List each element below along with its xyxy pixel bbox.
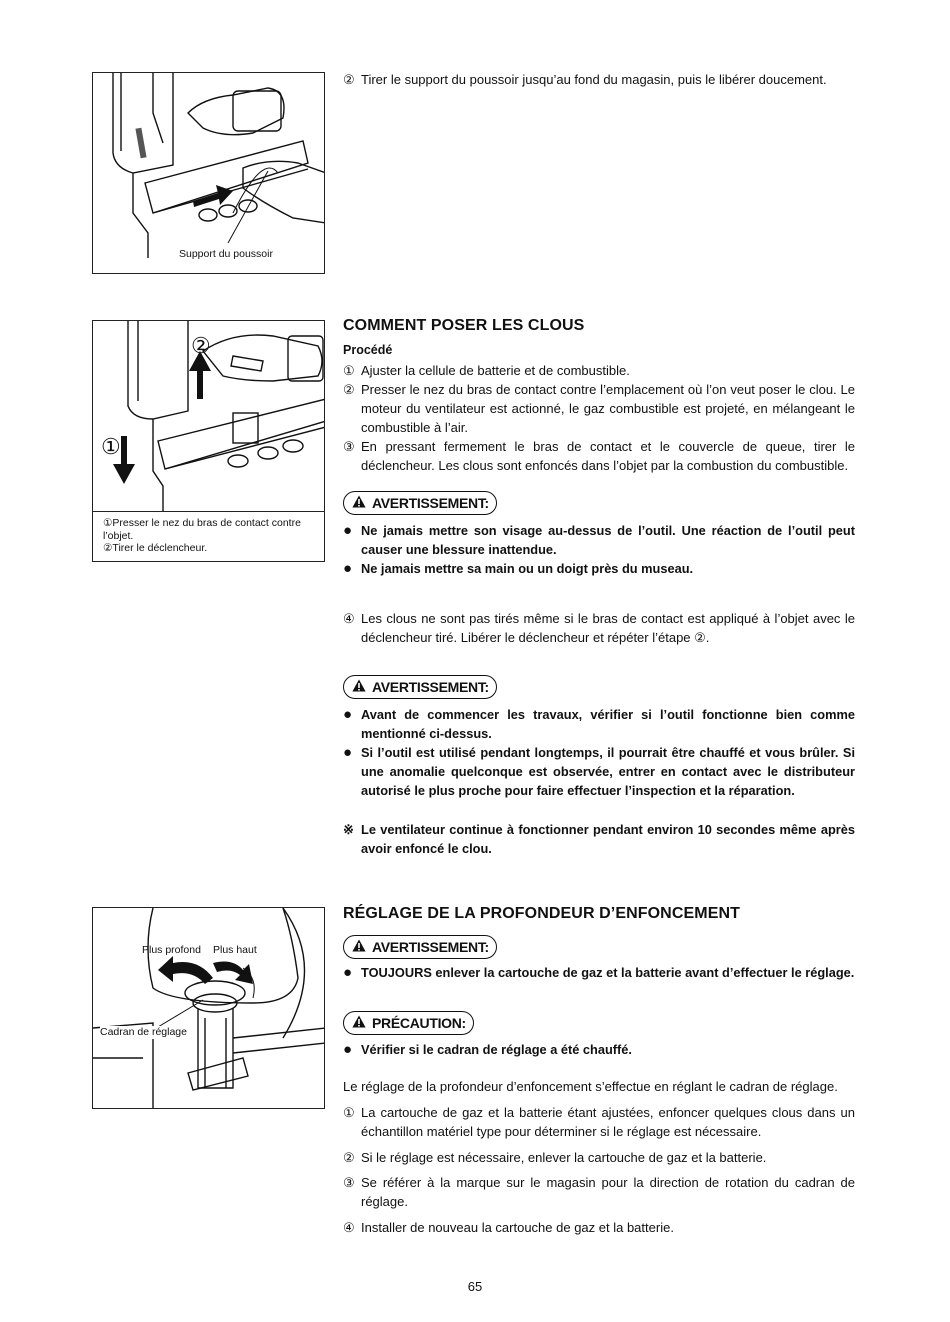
warning-badge bbox=[343, 491, 497, 515]
procedure-step-1: ① Ajuster la cellule de batterie et de combustible. bbox=[343, 363, 630, 378]
section-heading-depth: RÉGLAGE DE LA PROFONDEUR D’ENFONCEMENT bbox=[343, 905, 740, 922]
step-text: Tirer le support du poussoir jusqu’au fond du magasin, puis le libérer doucement. bbox=[361, 72, 827, 87]
figure-caption-line-2: ②Tirer le déclencheur. bbox=[103, 542, 208, 554]
warning-note: ※ Le ventilateur continue à fonctionner pendant environ 10 secondes même après avoir enfoncé le clou. bbox=[343, 822, 855, 856]
warning-triangle-icon bbox=[352, 679, 366, 695]
warning-item: ● TOUJOURS enlever la cartouche de gaz et la batterie avant d’effectuer le réglage. bbox=[343, 964, 855, 981]
depth-step-4: ④ Installer de nouveau la cartouche de gaz et la batterie. bbox=[343, 1220, 674, 1235]
depth-step-2: ② Si le réglage est nécessaire, enlever la cartouche de gaz et la batterie. bbox=[343, 1150, 767, 1165]
procedure-step-2: ② Presser le nez du bras de contact contre l’emplacement où l’on veut poser le clou. Le moteur du ventilateur est actionné, le gaz combustible est projeté, en mélangeant le combustible à l’air. bbox=[343, 382, 855, 435]
pusher-support-callout: Support du poussoir bbox=[179, 248, 273, 260]
warning-item: ● Ne jamais mettre son visage au-dessus de l’outil. Une réaction de l’outil peut causer une blessure inattendue. bbox=[343, 522, 855, 557]
step-number: ② bbox=[343, 72, 355, 87]
warning-item: ● Avant de commencer les travaux, vérifier si l’outil fonctionne bien comme mentionné ci-dessus. bbox=[343, 706, 855, 741]
caution-label: PRÉCAUTION: bbox=[372, 1015, 466, 1031]
warning-triangle-icon bbox=[352, 939, 366, 955]
label-adjustment-dial: Cadran de réglage bbox=[100, 1026, 187, 1038]
warning-label: AVERTISSEMENT: bbox=[372, 939, 489, 955]
bullet-icon: ● bbox=[343, 560, 353, 577]
section-heading-nailing: COMMENT POSER LES CLOUS bbox=[343, 317, 585, 334]
label-shallower: Plus haut bbox=[213, 944, 257, 956]
warning-label: AVERTISSEMENT: bbox=[372, 495, 489, 511]
bullet-icon: ● bbox=[343, 964, 353, 981]
bullet-icon: ● bbox=[343, 744, 353, 761]
warning-badge bbox=[343, 935, 497, 959]
marker-2: ② bbox=[191, 333, 211, 358]
procedure-step-4: ④ Les clous ne sont pas tirés même si le bras de contact est appliqué à l’objet avec le déclencheur tiré. Libérer le déclencheur et répéter l’étape ②. bbox=[343, 611, 855, 645]
caption-divider bbox=[93, 511, 325, 512]
warning-triangle-icon bbox=[352, 1015, 366, 1031]
procedure-step-3: ③ En pressant fermement le bras de contact et le couvercle de queue, tirer le déclencheur. Les clous sont enfoncés dans l’objet par la combustion du combustible. bbox=[343, 439, 855, 473]
warning-item: ● Si l’outil est utilisé pendant longtemps, il pourrait être chauffé et vous brûler. Si une anomalie quelconque est observée, entrer en contact avec le distributeur autorisé le plus proche pour faire effectuer l’inspection et la réparation. bbox=[343, 744, 855, 798]
depth-dial-illustration bbox=[93, 908, 325, 1109]
procedure-subheading: Procédé bbox=[343, 343, 393, 357]
label-deeper: Plus profond bbox=[142, 944, 201, 956]
step-pull-pusher bbox=[343, 70, 855, 89]
figure-pusher-support bbox=[92, 72, 325, 274]
bullet-icon: ● bbox=[343, 522, 353, 539]
marker-1: ① bbox=[101, 434, 121, 459]
caution-badge bbox=[343, 1011, 474, 1035]
caution-item: ● Vérifier si le cadran de réglage a été chauffé. bbox=[343, 1041, 632, 1058]
depth-step-3: ③ Se référer à la marque sur le magasin pour la direction de rotation du cadran de réglage. bbox=[343, 1175, 855, 1209]
page-number: 65 bbox=[467, 1279, 483, 1294]
figure-driving-nails bbox=[92, 320, 325, 562]
bullet-icon: ● bbox=[343, 1041, 353, 1058]
figure-caption-line-1: ①Presser le nez du bras de contact contre l’objet. bbox=[103, 517, 301, 542]
warning-badge bbox=[343, 675, 497, 699]
depth-intro: Le réglage de la profondeur d’enfoncement s’effectue en réglant le cadran de réglage. bbox=[343, 1079, 838, 1094]
note-mark: ※ bbox=[343, 822, 354, 837]
figure-depth-adjustment bbox=[92, 907, 325, 1109]
depth-step-1: ① La cartouche de gaz et la batterie étant ajustées, enfoncer quelques clous dans un échantillon matériel type pour déterminer si le réglage est nécessaire. bbox=[343, 1105, 855, 1139]
warning-triangle-icon bbox=[352, 495, 366, 511]
warning-label: AVERTISSEMENT: bbox=[372, 679, 489, 695]
bullet-icon: ● bbox=[343, 706, 353, 723]
nailer-magazine-illustration bbox=[93, 73, 325, 274]
warning-item: ● Ne jamais mettre sa main ou un doigt près du museau. bbox=[343, 560, 694, 577]
